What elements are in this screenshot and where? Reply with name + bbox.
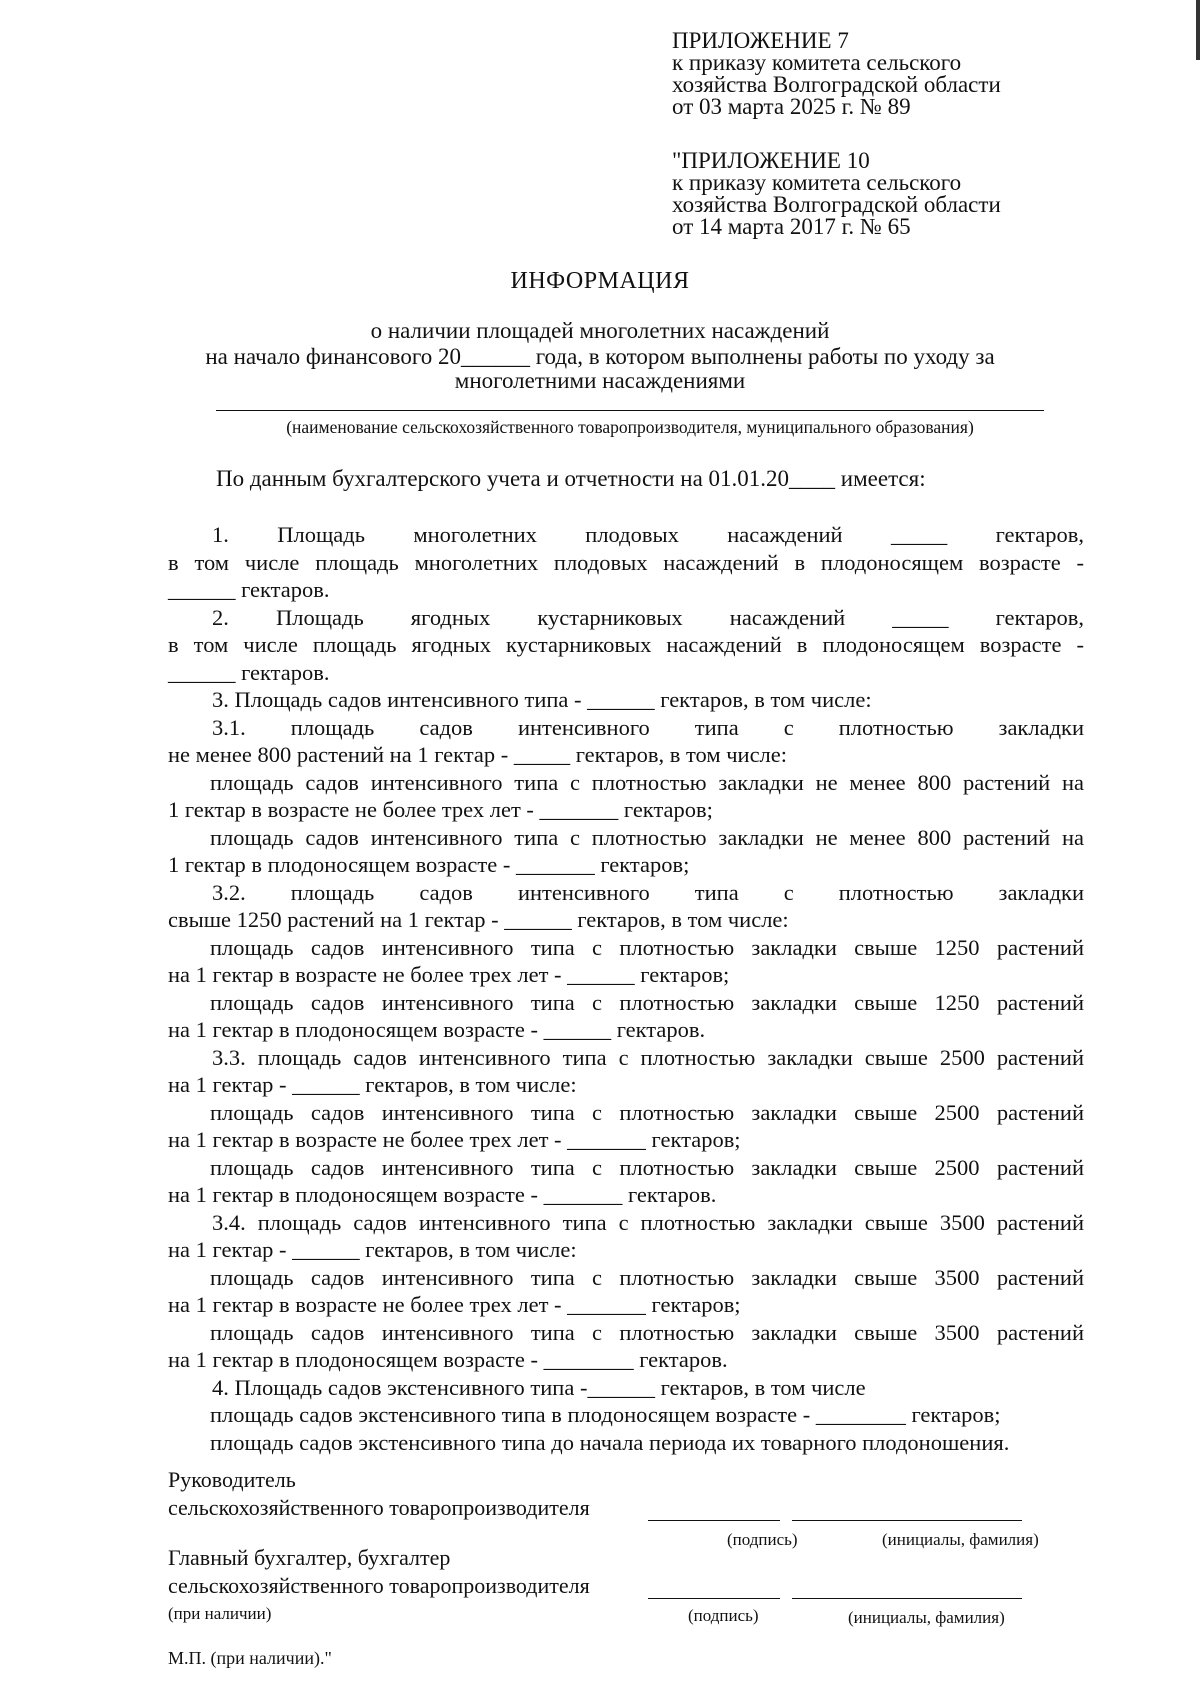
subtitle-line3: многолетними насаждениями <box>454 368 746 393</box>
appendix-10-line2: к приказу комитета сельского <box>672 170 962 195</box>
item-3-1-line4: 1 гектар в возрасте не более трех лет - _______ гектаров; <box>168 797 713 822</box>
appendix-7-line2: к приказу комитета сельского <box>672 50 962 75</box>
accountant-title: Главный бухгалтер, бухгалтер <box>168 1545 451 1570</box>
item-3-2-line1: 3.2. площадь садов интенсивного типа с плотностью закладки <box>212 879 1084 905</box>
head-sign-caption: (подпись) <box>727 1530 798 1549</box>
head-signature-block <box>168 1466 590 1522</box>
appendix-10-title: "ПРИЛОЖЕНИЕ 10 <box>672 148 870 173</box>
head-name-caption: (инициалы, фамилия) <box>882 1530 1039 1549</box>
item-3-2-line5: площадь садов интенсивного типа с плотностью закладки свыше 1250 растений <box>210 989 1084 1015</box>
subtitle-line2: на начало финансового 20______ года, в котором выполнены работы по уходу за <box>205 344 995 369</box>
item-3-4-line4: на 1 гектар в возрасте не более трех лет - _______ гектаров; <box>168 1292 741 1317</box>
item-3-4-line5: площадь садов интенсивного типа с плотностью закладки свыше 3500 растений <box>210 1319 1084 1345</box>
item-2-line3: ______ гектаров. <box>168 659 330 685</box>
stamp-note: М.П. (при наличии)." <box>168 1648 332 1668</box>
head-title-line2: сельскохозяйственного товаропроизводителя <box>168 1495 590 1520</box>
appendix-7-line4: от 03 марта 2025 г. № 89 <box>672 94 911 119</box>
items-block <box>168 521 1084 1456</box>
item-3-1-line3: площадь садов интенсивного типа с плотностью закладки не менее 800 растений на <box>210 769 1084 795</box>
item-3-line: 3. Площадь садов интенсивного типа - ______ гектаров, в том числе: <box>212 687 872 712</box>
appendix-7-title: ПРИЛОЖЕНИЕ 7 <box>672 28 849 53</box>
accountant-name-line[interactable] <box>792 1598 1022 1599</box>
appendix-7-line3: хозяйства Волгоградской области <box>672 72 1001 97</box>
item-3-4-line2: на 1 гектар - ______ гектаров, в том числе: <box>168 1237 577 1262</box>
producer-name-caption: (наименование сельскохозяйственного товаропроизводителя, муниципального образования) <box>286 417 974 437</box>
item-3-2-line6: на 1 гектар в плодоносящем возрасте - ______ гектаров. <box>168 1017 706 1042</box>
appendix-7-header <box>672 30 1001 118</box>
item-1-line3: ______ гектаров. <box>168 577 330 602</box>
item-3-1-line5: площадь садов интенсивного типа с плотностью закладки не менее 800 растений на <box>210 824 1084 850</box>
document-title: ИНФОРМАЦИЯ <box>510 268 690 294</box>
item-3-4-line1: 3.4. площадь садов интенсивного типа с плотностью закладки свыше 3500 растений <box>212 1209 1084 1235</box>
item-4-line1: 4. Площадь садов экстенсивного типа -______ гектаров, в том числе <box>212 1374 866 1400</box>
accountant-if-any: (при наличии) <box>168 1604 272 1623</box>
scan-edge-mark <box>1196 0 1200 60</box>
item-3-3-line6: на 1 гектар в плодоносящем возрасте - _______ гектаров. <box>168 1182 717 1207</box>
item-3-3-line3: площадь садов интенсивного типа с плотностью закладки свыше 2500 растений <box>210 1099 1084 1125</box>
producer-name-field[interactable] <box>216 410 1044 411</box>
item-3-1-line1: 3.1. площадь садов интенсивного типа с плотностью закладки <box>212 714 1084 740</box>
item-3-1-line6: 1 гектар в плодоносящем возрасте - _______ гектаров; <box>168 852 690 877</box>
item-4-line3: площадь садов экстенсивного типа до начала периода их товарного плодоношения. <box>210 1429 1010 1455</box>
subtitle-line1: о наличии площадей многолетних насаждений <box>370 318 830 343</box>
appendix-10-header <box>672 150 1001 238</box>
item-3-3-line5: площадь садов интенсивного типа с плотностью закладки свыше 2500 растений <box>210 1154 1084 1180</box>
item-2-line2: в том числе площадь ягодных кустарниковых насаждений в плодоносящем возрасте - <box>168 632 1084 657</box>
appendix-10-line3: хозяйства Волгоградской области <box>672 192 1001 217</box>
item-3-3-line2: на 1 гектар - ______ гектаров, в том числе: <box>168 1072 577 1097</box>
item-3-4-line3: площадь садов интенсивного типа с плотностью закладки свыше 3500 растений <box>210 1264 1084 1290</box>
item-3-2-line3: площадь садов интенсивного типа с плотностью закладки свыше 1250 растений <box>210 934 1084 960</box>
accountant-title-line2: сельскохозяйственного товаропроизводителя <box>168 1573 590 1598</box>
item-3-3-line1: 3.3. площадь садов интенсивного типа с плотностью закладки свыше 2500 растений <box>212 1044 1084 1070</box>
item-1-line2: в том числе площадь многолетних плодовых насаждений в плодоносящем возрасте - <box>168 549 1084 575</box>
item-1-line1: 1. Площадь многолетних плодовых насаждений _____ гектаров, <box>212 522 1084 547</box>
item-3-4-line6: на 1 гектар в плодоносящем возрасте - ________ гектаров. <box>168 1347 728 1372</box>
appendix-10-line4: от 14 марта 2017 г. № 65 <box>672 214 911 239</box>
head-name-line[interactable] <box>792 1520 1022 1521</box>
accountant-signature-line[interactable] <box>648 1598 780 1599</box>
intro-line: По данным бухгалтерского учета и отчетности на 01.01.20____ имеется: <box>216 466 926 491</box>
item-2-line1: 2. Площадь ягодных кустарниковых насаждений _____ гектаров, <box>212 604 1084 630</box>
accountant-name-caption: (инициалы, фамилия) <box>848 1608 1005 1627</box>
accountant-signature-block <box>168 1544 590 1628</box>
item-4-line2: площадь садов экстенсивного типа в плодоносящем возрасте - ________ гектаров; <box>210 1402 1001 1427</box>
accountant-sign-caption: (подпись) <box>688 1606 759 1625</box>
item-3-2-line2: свыше 1250 растений на 1 гектар - ______ гектаров, в том числе: <box>168 907 789 932</box>
item-3-1-line2: не менее 800 растений на 1 гектар - _____ гектаров, в том числе: <box>168 742 788 767</box>
head-title: Руководитель <box>168 1467 296 1492</box>
item-3-3-line4: на 1 гектар в возрасте не более трех лет - _______ гектаров; <box>168 1127 741 1152</box>
head-signature-line[interactable] <box>648 1520 780 1521</box>
item-3-2-line4: на 1 гектар в возрасте не более трех лет - ______ гектаров; <box>168 962 730 987</box>
